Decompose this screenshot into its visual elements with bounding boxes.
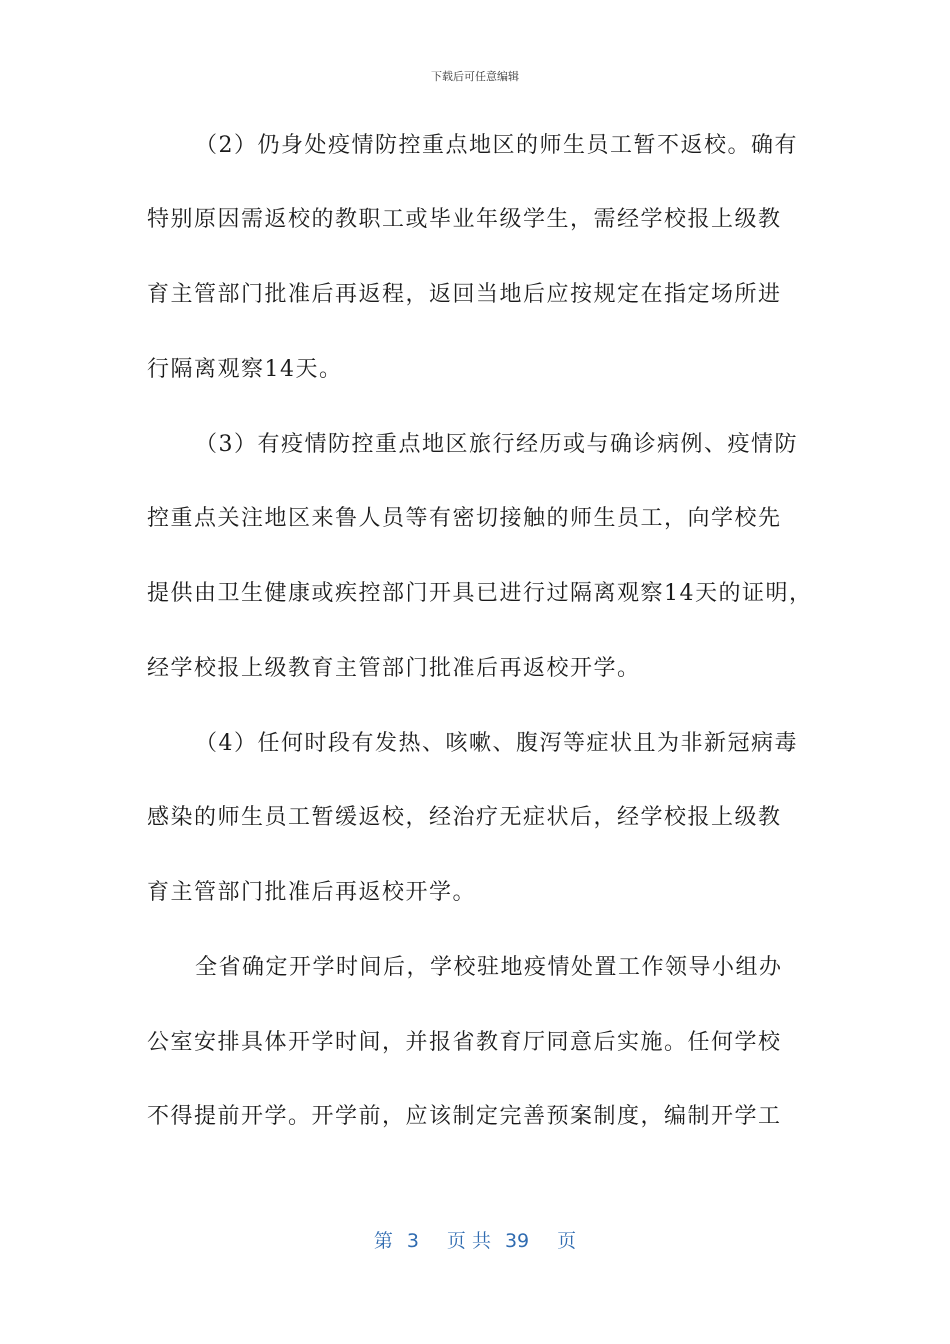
footer-prefix: 第 [373, 1230, 393, 1252]
paragraph-line: 感染的师生员工暂缓返校，经治疗无症状后，经学校报上级教 [147, 805, 782, 830]
paragraph-line: 全省确定开学时间后，学校驻地疫情处置工作领导小组办 [195, 955, 783, 980]
paragraph-line: 育主管部门批准后再返程，返回当地后应按规定在指定场所进 [147, 282, 782, 307]
footer-suffix: 页 [557, 1230, 577, 1252]
total-page-number: 39 [504, 1230, 530, 1252]
current-page-number: 3 [406, 1230, 419, 1252]
paragraph-line: （2）仍身处疫情防控重点地区的师生员工暂不返校。确有 [195, 133, 798, 158]
paragraph-line: 经学校报上级教育主管部门批准后再返校开学。 [147, 656, 641, 681]
paragraph-line: 公室安排具体开学时间，并报省教育厅同意后实施。任何学校 [147, 1030, 782, 1055]
page-footer [0, 1226, 950, 1253]
paragraph-line: （4）任何时段有发热、咳嗽、腹泻等症状且为非新冠病毒 [195, 731, 798, 756]
paragraph-line: 育主管部门批准后再返校开学。 [147, 880, 477, 905]
paragraph-line: 提供由卫生健康或疾控部门开具已进行过隔离观察14天的证明， [147, 581, 813, 606]
footer-middle: 页 共 [446, 1230, 491, 1252]
paragraph-line: 行隔离观察14天。 [147, 357, 343, 382]
paragraph-line: 特别原因需返校的教职工或毕业年级学生，需经学校报上级教 [147, 207, 782, 232]
paragraph-line: 不得提前开学。开学前，应该制定完善预案制度，编制开学工 [147, 1104, 782, 1129]
paragraph-line: 控重点关注地区来鲁人员等有密切接触的师生员工，向学校先 [147, 506, 782, 531]
page-header: 下载后可任意编辑 [431, 70, 519, 83]
paragraph-line: （3）有疫情防控重点地区旅行经历或与确诊病例、疫情防 [195, 432, 798, 457]
